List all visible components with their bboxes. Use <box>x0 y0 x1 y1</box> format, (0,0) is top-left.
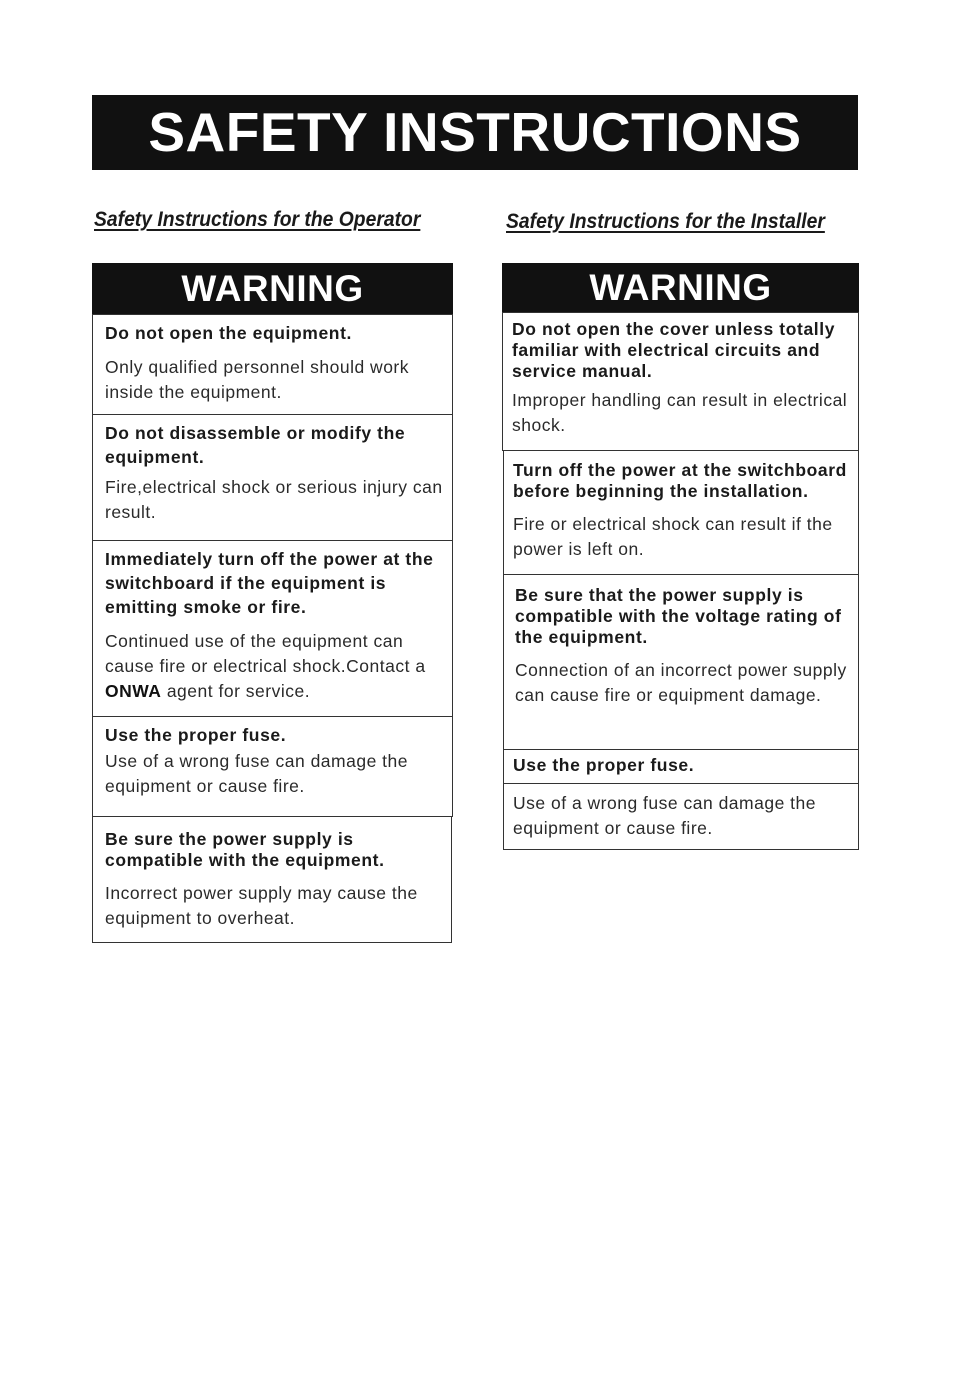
operator-item-4 <box>92 716 453 817</box>
installer-item-3-title: Be sure that the power supply is compatible with the voltage rating of the equipment. <box>515 585 842 647</box>
onwa-brand: ONWA <box>105 681 162 701</box>
operator-item-1 <box>92 314 453 415</box>
operator-item-3-title: Immediately turn off the power at the switchboard if the equipment is emitting smoke or fire. <box>105 549 434 617</box>
operator-item-5 <box>92 816 452 943</box>
operator-item-4-title: Use the proper fuse. <box>105 725 287 745</box>
operator-item-3 <box>92 540 453 717</box>
installer-item-4-text-box <box>503 783 859 850</box>
installer-item-4-title-box <box>503 749 859 784</box>
operator-item-5-text: Incorrect power supply may cause the equipment to overheat. <box>105 883 418 928</box>
operator-item-1-text: Only qualified personnel should work inside the equipment. <box>105 357 409 402</box>
operator-item-5-title: Be sure the power supply is compatible with the equipment. <box>105 829 385 870</box>
installer-item-3 <box>503 574 859 750</box>
operator-item-2 <box>92 414 453 541</box>
installer-item-3-text: Connection of an incorrect power supply can cause fire or equipment damage. <box>515 660 847 705</box>
operator-item-2-title: Do not disassemble or modify the equipment. <box>105 423 406 467</box>
installer-item-1-text: Improper handling can result in electrical shock. <box>512 390 848 435</box>
installer-item-4-title: Use the proper fuse. <box>513 755 695 775</box>
installer-item-2-text: Fire or electrical shock can result if the power is left on. <box>513 514 833 559</box>
installer-item-1-title: Do not open the cover unless totally familiar with electrical circuits and service manual. <box>512 319 836 381</box>
operator-item-2-text: Fire,electrical shock or serious injury can result. <box>105 477 443 522</box>
operator-item-3-text-before: Continued use of the equipment can cause fire or electrical shock.Contact a <box>105 631 426 676</box>
operator-item-4-text: Use of a wrong fuse can damage the equipment or cause fire. <box>105 751 409 796</box>
installer-heading: Safety Instructions for the Installer <box>506 210 825 233</box>
operator-warning-header: WARNING <box>92 263 453 315</box>
installer-item-1 <box>502 312 859 451</box>
installer-item-2-title: Turn off the power at the switchboard before beginning the installation. <box>513 460 847 501</box>
operator-item-1-title: Do not open the equipment. <box>105 323 352 343</box>
operator-item-3-text <box>105 629 444 704</box>
installer-item-2 <box>503 450 859 575</box>
installer-warning-header: WARNING <box>502 263 859 313</box>
operator-heading: Safety Instructions for the Operator <box>94 208 421 231</box>
installer-item-4-text: Use of a wrong fuse can damage the equipment or cause fire. <box>513 793 817 838</box>
page-title: SAFETY INSTRUCTIONS <box>92 95 858 170</box>
operator-item-3-text-after: agent for service. <box>166 681 311 701</box>
